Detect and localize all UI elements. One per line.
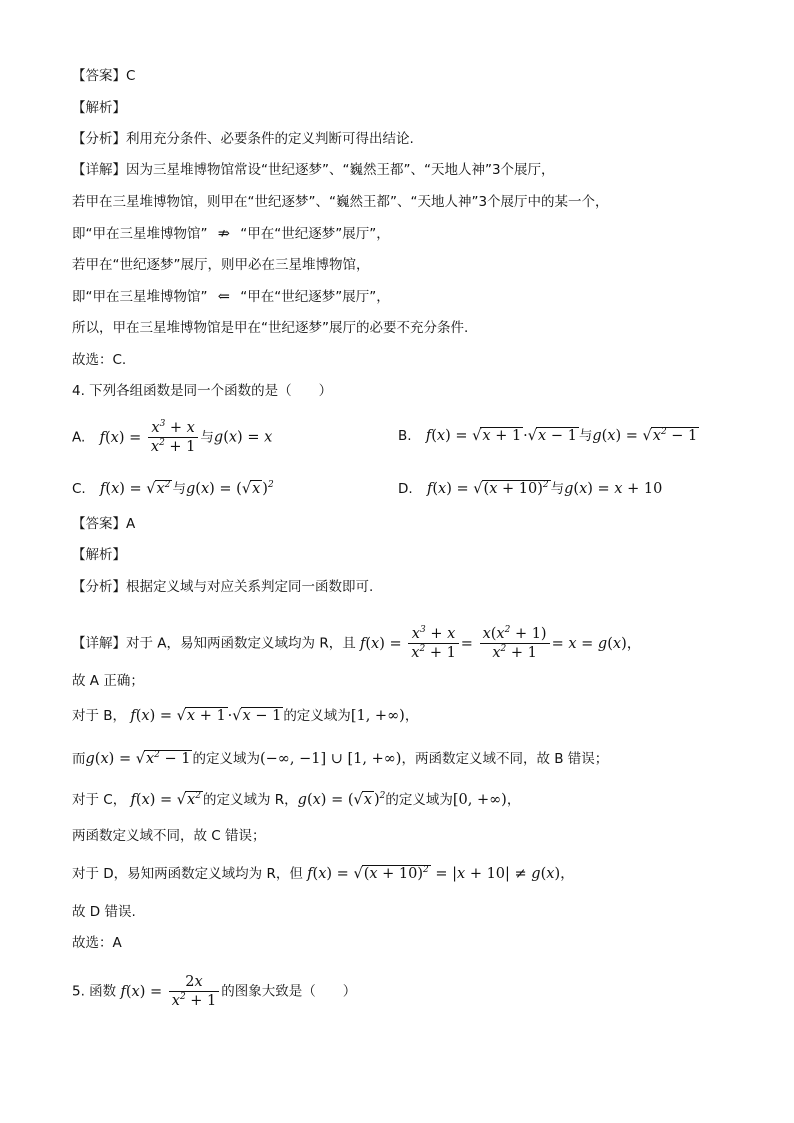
- choice-line-2: 故选：A: [72, 935, 122, 951]
- implied-by-symbol: ⇐: [217, 289, 230, 305]
- text-line: 对于 B， f(x) = √x + 1 ·√x − 1 的定义域为[1, +∞)，: [72, 708, 419, 724]
- option-d: D. $f(x) = √(x + 10)^2$ 与g(x) = x + 10: [398, 480, 663, 497]
- text-line: 所以，甲在三星堆博物馆是甲在“世纪逐梦”展厅的必要不充分条件.: [72, 320, 469, 336]
- analysis-heading-1: 【解析】: [72, 100, 126, 116]
- text-line: 即“甲在三星堆博物馆” ⇏ “甲在“世纪逐梦”展厅”，: [72, 226, 390, 242]
- text-line: 即“甲在三星堆博物馆” ⇐ “甲在“世纪逐梦”展厅”，: [72, 289, 390, 305]
- fenxi-line-2: 【分析】根据定义域与对应关系判定同一函数即可.: [72, 579, 374, 595]
- text-line: 故 D 错误.: [72, 904, 136, 920]
- text-line: 而$g(x) = √x^2 - 1$ 的定义域为(−∞, −1] ∪ [1, +∞)，两函数定义域不同，故 B 错误；: [72, 750, 609, 767]
- text-line: 故 A 正确；: [72, 673, 144, 689]
- option-a: A. f(x) = $\frac{x^3 + x}{x^2 + 1}$ 与g(x) = x: [72, 419, 273, 455]
- xiangjie-line-2: 【详解】对于 A，易知两函数定义域均为 R，且 f(x) = $\frac{x^3 + x}{x^2 + 1}$ = $\frac{x(x^2 + 1)}{x^2 + 1}$ = x = g(x)，: [72, 625, 642, 661]
- question-4-stem: 4. 下列各组函数是同一个函数的是（ ）: [72, 383, 333, 399]
- text-line: 对于 C， $f(x) = √x^2$ 的定义域为 R，g(x) = (√x )$^2$的定义域为[0, +∞)，: [72, 791, 521, 808]
- answer-value: C: [126, 68, 136, 84]
- answer-line-1: [72, 66, 135, 86]
- xiangjie-line-1: 【详解】因为三星堆博物馆常设“世纪逐梦”、“巍然王都”、“天地人神”3个展厅，: [72, 162, 555, 178]
- text-line: 对于 D，易知两函数定义域均为 R，但 $f(x) = √(x + 10)^2 = |x + 10| \ne g(x)$，: [72, 865, 575, 882]
- text-line: 若甲在“世纪逐梦”展厅，则甲必在三星堆博物馆，: [72, 257, 370, 273]
- answer-label: 【答案】: [72, 68, 126, 84]
- analysis-heading-2: 【解析】: [72, 547, 126, 563]
- answer-line-2: 【答案】A: [72, 516, 136, 532]
- not-implies-symbol: ⇏: [217, 226, 230, 242]
- text-line: 若甲在三星堆博物馆，则甲在“世纪逐梦”、“巍然王都”、“天地人神”3个展厅中的某一个，: [72, 194, 609, 210]
- text-line: 两函数定义域不同，故 C 错误；: [72, 828, 266, 844]
- option-b: B. f(x) = √x + 1 ·√x − 1 与$g(x) = √x^2 - 1$: [398, 427, 698, 444]
- option-c: C. $f(x) = √x^2$ 与g(x) = (√x )$^2$: [72, 480, 274, 497]
- choice-line-1: 故选：C.: [72, 352, 127, 368]
- question-5-stem: 5. 函数 f(x) = $\frac{2x}{x^2 + 1}$ 的图象大致是（ ）: [72, 974, 357, 1009]
- fenxi-line-1: 【分析】利用充分条件、必要条件的定义判断可得出结论.: [72, 131, 414, 147]
